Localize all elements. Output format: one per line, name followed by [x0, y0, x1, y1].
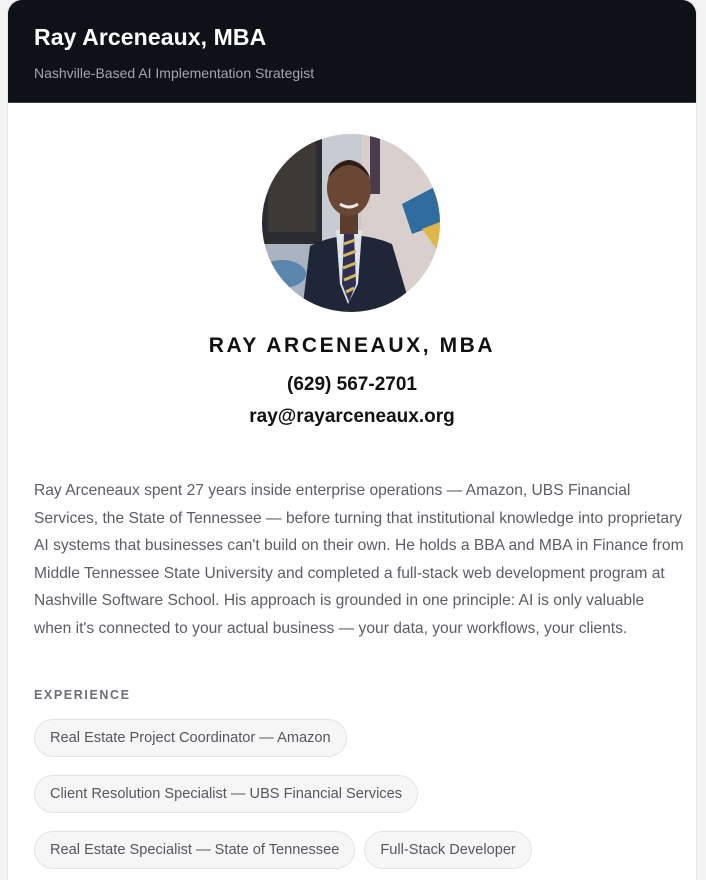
- header-subtitle: Nashville-Based AI Implementation Strategist: [34, 65, 315, 81]
- profile-card: [8, 0, 696, 880]
- experience-label: EXPERIENCE: [34, 688, 131, 702]
- profile-name: RAY ARCENEAUX, MBA: [208, 334, 496, 357]
- experience-list: [34, 719, 674, 869]
- bio-text: Ray Arceneaux spent 27 years inside enterprise operations — Amazon, UBS Financial Services, the State of Tennessee — before turning that institutional knowledge into proprietary AI systems that businesses can't build on their own. He holds a BBA and MBA in Finance from Middle Tennessee State University and completed a full-stack web development program at Nashville Software School. His approach is grounded in one principle: AI is only valuable when it's connected to your actual business — your data, your workflows, your clients.: [34, 482, 684, 637]
- experience-chip: Client Resolution Specialist — UBS Financial Services: [34, 775, 418, 813]
- header-title: Ray Arceneaux, MBA: [34, 24, 267, 50]
- profile-photo-icon: [262, 134, 440, 312]
- profile-phone[interactable]: (629) 567-2701: [287, 374, 417, 395]
- avatar: [262, 134, 440, 312]
- experience-chip: Full-Stack Developer: [364, 831, 531, 869]
- experience-chip: Real Estate Specialist — State of Tennessee: [34, 831, 355, 869]
- experience-chip: Real Estate Project Coordinator — Amazon: [34, 719, 347, 757]
- profile-header: [8, 0, 696, 103]
- profile-email[interactable]: ray@rayarceneaux.org: [249, 406, 455, 427]
